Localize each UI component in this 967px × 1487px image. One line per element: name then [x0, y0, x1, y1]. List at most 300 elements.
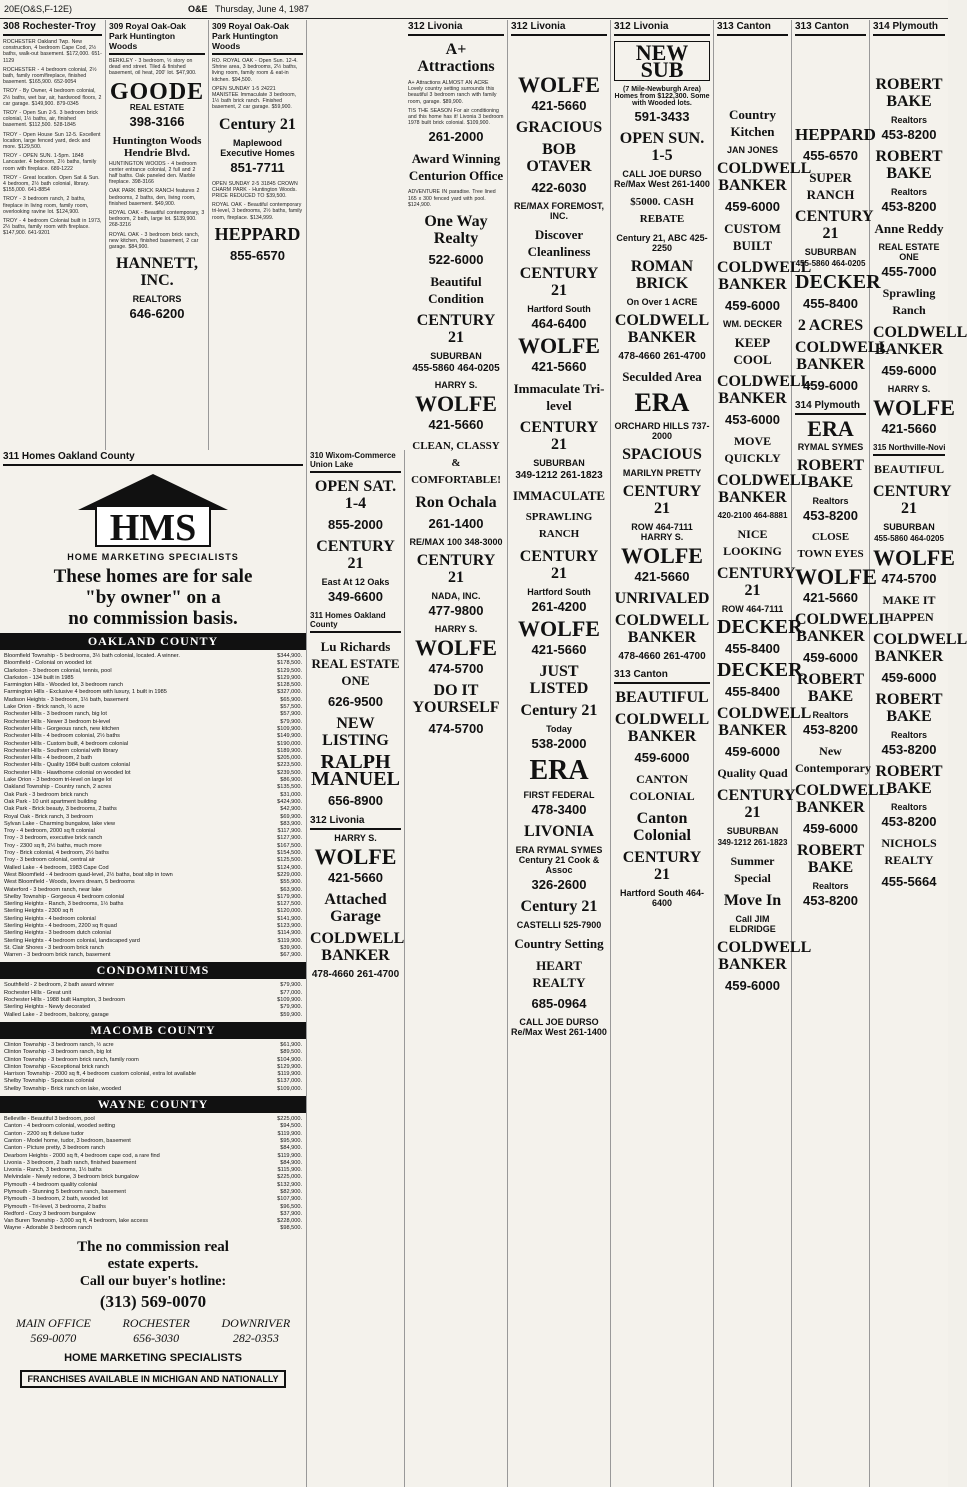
- goode-sub: REAL ESTATE: [129, 102, 185, 112]
- robert-bake-phone: 453-8200: [881, 199, 937, 214]
- heppard-phone: 455-6570: [803, 148, 858, 163]
- hms-headline: [0, 566, 306, 629]
- listing-row: [0, 1064, 306, 1071]
- robert-bake-sub: Realtors: [812, 710, 849, 720]
- office-phone: 282-0353: [232, 1330, 279, 1345]
- coldwell-banker-logo: COLDWELL BANKER: [717, 939, 812, 973]
- issue-date: Thursday, June 4, 1987: [215, 4, 309, 14]
- era-sub: RYMAL SYMES: [797, 442, 864, 452]
- new-sub-heading: NEW SUB: [614, 41, 710, 81]
- ad: TROY - 3 bedroom ranch, 2 baths, fireplace in living room, family room, overlooking ravine lot. $124,900.: [3, 196, 89, 215]
- listing-row: [0, 1153, 306, 1160]
- listing-price: $424,900.: [277, 798, 302, 805]
- listing-row: [0, 990, 306, 997]
- immaculate-trilevel-heading: Immaculate Tri-level: [513, 381, 605, 413]
- listing-row: [0, 1086, 306, 1093]
- listing-price: $129,500.: [277, 667, 302, 674]
- ad: ROYAL OAK - Beautiful contemporary tri-level, 3 bedrooms, 2½ baths, family room, fireplace. $134,999.: [212, 202, 303, 221]
- new-listing-heading: NEW LISTING: [322, 715, 389, 749]
- listing-row: [0, 1167, 306, 1174]
- country-kitchen-heading: Country Kitchen: [729, 107, 776, 139]
- coldwell-banker-phone: 478-4660 261-4700: [618, 651, 706, 662]
- listing-text: Clarkston - 134 built in 1985: [4, 674, 74, 681]
- era-logo: ERA: [634, 388, 690, 417]
- column-royal-oak: [106, 20, 209, 450]
- listing-price: $179,900.: [277, 893, 302, 900]
- listing-text: Harrison Township - 2000 sq ft, 4 bedroom custom colonial, extra lot available: [4, 1071, 197, 1078]
- custom-built-heading: CUSTOM BUILT: [724, 221, 781, 253]
- coldwell-banker-phone: 420-2100 464-8881: [717, 511, 788, 520]
- section-heading: 312 Livonia: [408, 20, 504, 36]
- section-heading: 315 Northville-Novi: [873, 442, 945, 456]
- coldwell-banker-phone: 459-6000: [803, 821, 858, 836]
- listing-row: [0, 660, 306, 667]
- listing-price: $129,900.: [277, 674, 302, 681]
- listing-text: Livonia - 3 bedroom, 2 bath ranch, finished basement: [4, 1159, 137, 1166]
- wolfe-logo: WOLFE: [873, 395, 955, 420]
- listing-price: $77,000.: [280, 989, 302, 996]
- listing-row: [0, 952, 306, 959]
- page-number: 20E(O&S,F-12E): [4, 4, 73, 14]
- listing-row: [0, 741, 306, 748]
- listing-text: Van Buren Township - 3,000 sq ft, 4 bedroom, lake access: [4, 1218, 149, 1225]
- listing-price: $190,000.: [277, 740, 302, 747]
- listing-price: $61,900.: [280, 1041, 302, 1048]
- call-jim-eldridge: Call JIM ELDRIDGE: [729, 914, 776, 934]
- ad: ROCHESTER - 4 bedroom colonial, 2½ bath, family room/fireplace, finished basement. $165,900. 652-9054: [3, 66, 97, 86]
- coldwell-banker-phone: 459-6000: [881, 670, 937, 685]
- headline-line-2: "by owner" on a: [85, 587, 221, 608]
- listing-row: [0, 1078, 306, 1085]
- listing-price: $127,500.: [277, 901, 302, 908]
- robert-bake-phone: 453-8200: [803, 508, 858, 523]
- summer-special-heading: Summer Special: [730, 854, 775, 885]
- ad: ADVENTURE IN paradise. Tree lined 165 x 300 fenced yard with pool. $124,900.: [408, 189, 496, 208]
- listing-row: [0, 748, 306, 755]
- century21-sub: Hartford South: [527, 304, 591, 314]
- section-heading: 314 Plymouth: [873, 20, 945, 36]
- bob-otaver-name: BOB OTAVER: [526, 141, 592, 175]
- robert-bake-sub: Realtors: [812, 496, 849, 506]
- century21-hartford-sub: Hartford South: [527, 587, 591, 597]
- canton-colonial-upper: CANTON COLONIAL: [629, 772, 695, 803]
- listing-row: [0, 821, 306, 828]
- ad: TROY - 4 bedroom Colonial built in 1973, 2½ baths, family room with fireplace. $147,900. 641-9201: [3, 218, 102, 237]
- listing-price: $83,900.: [280, 820, 302, 827]
- century21-cook: Century 21 Cook & Assoc: [518, 855, 600, 875]
- open-sun-heading: OPEN SUN. 1-5: [619, 130, 705, 164]
- wayne-listings: [0, 1116, 306, 1233]
- century21-sub: SUBURBAN: [883, 522, 935, 532]
- century21-hartford-sub: Hartford South 464-6400: [619, 888, 704, 908]
- listing-price: $94,500.: [280, 1123, 302, 1130]
- hannett-phone: 646-6200: [129, 306, 185, 322]
- century21-today-logo: Century 21: [520, 702, 598, 719]
- joe-durso-line: CALL JOE DURSO Re/Max West 261-1400: [511, 1017, 607, 1037]
- wolfe-logo: WOLFE: [795, 564, 877, 589]
- century21-hartford-logo: CENTURY 21: [519, 548, 599, 582]
- listing-text: Canton - 2200 sq ft deluxe tudor: [4, 1130, 84, 1137]
- listing-text: Plymouth - Tri-level, 3 bedrooms, 2 baths: [4, 1203, 106, 1210]
- super-ranch-heading: SUPER RANCH: [806, 170, 855, 202]
- wolfe-logo: WOLFE: [415, 391, 497, 417]
- century21-east-sub: East At 12 Oaks: [321, 577, 390, 587]
- robert-bake-phone: 453-8200: [881, 814, 937, 829]
- listing-text: Southfield - 2 bedroom, 2 bath award winner: [4, 982, 115, 989]
- ad: RO. ROYAL OAK - Open Sun. 12-4. Shrine area, 3 bedrooms, 2½ baths, living room, family room & eat-in kitchen. $94,500.: [212, 58, 298, 83]
- listing-row: [0, 1182, 306, 1189]
- listing-text: West Bloomfield - 4 bedroom quad-level, 2½ baths, boat slip in town: [4, 871, 173, 878]
- country-setting-heading: Country Setting: [514, 936, 604, 951]
- listing-text: Rochester Hills - 3 bedroom ranch, big lot: [4, 711, 107, 718]
- discover-heading: Discover Cleanliness: [527, 227, 591, 259]
- era-logo: ERA: [807, 416, 854, 441]
- harry-s-label: HARRY S.: [434, 624, 478, 635]
- office-rochester: [122, 1316, 189, 1346]
- listing-text: Plymouth - Stunning 5 bedroom ranch, basement: [4, 1189, 126, 1195]
- remax-line: RE/MAX 100 348-3000: [409, 537, 503, 548]
- listing-row: [0, 1189, 306, 1196]
- century21-nada-logo: CENTURY 21: [416, 552, 496, 587]
- ad: BERKLEY - 3 bedroom, ½ story on dead end street. Tiled & finished basement, oil heat, 200' lot. $47,900.: [109, 58, 197, 77]
- section-heading: 309 Royal Oak-Oak Park Huntington Woods: [109, 20, 205, 55]
- listing-text: Shelby Township - Brick ranch on lake, wooded: [4, 1085, 122, 1092]
- wolfe-phone: 421-5660: [634, 569, 690, 584]
- listing-row: [0, 799, 306, 806]
- ad: HUNTINGTON WOODS - 4 bedroom center entrance colonial, 2 full and 2 half baths. Oak paneled den. Marble fireplace. 398-3166: [109, 160, 197, 186]
- listing-price: $65,900.: [280, 696, 302, 703]
- century21-suburban-logo: CENTURY 21: [519, 419, 599, 453]
- roman-brick-sub: On Over 1 ACRE: [626, 297, 698, 307]
- robert-bake-logo: ROBERT BAKE: [875, 763, 943, 797]
- heppard-logo: HEPPARD: [795, 125, 876, 144]
- headline-line-3: no commission basis.: [68, 608, 238, 629]
- listing-price: $344,900.: [277, 653, 302, 659]
- robert-bake-logo: ROBERT BAKE: [875, 691, 943, 725]
- century21-today-phone: 538-2000: [531, 736, 587, 751]
- listing-text: Dearborn Heights - 2000 sq ft, 4 bedroom cape cod, a rare find: [4, 1152, 160, 1159]
- ad: TROY - OPEN SUN. 1-5pm. 1848 Lancaster. 4 bedroom, 2½ baths, family room with fireplace. 689-1222: [3, 153, 97, 172]
- macomb-listings: [0, 1042, 306, 1093]
- listing-price: $132,900.: [277, 1181, 302, 1188]
- century21-hartford-logo: CENTURY 21: [622, 849, 702, 883]
- listing-price: $42,900.: [280, 806, 302, 813]
- listing-price: $89,500.: [280, 1049, 302, 1056]
- decker-phone: 455-8400: [725, 641, 780, 656]
- listing-text: Farmington Hills - Wooded lot, 3 bedroom ranch: [4, 682, 123, 689]
- coldwell-banker-logo: COLDWELL BANKER: [795, 339, 890, 373]
- robert-bake-logo: ROBERT BAKE: [796, 671, 864, 705]
- listing-text: Sylvan Lake - Charming bungalow, lake view: [4, 820, 116, 827]
- coldwell-banker-logo: COLDWELL BANKER: [717, 160, 812, 194]
- column-livonia-3: [611, 20, 714, 1487]
- listing-text: Clinton Township - Exceptional brick ranch: [4, 1063, 109, 1070]
- hms-footer: HOME MARKETING SPECIALISTS: [64, 1351, 242, 1364]
- listing-text: Bloomfield Township - 5 bedrooms, 3½ bath colonial, located. A winner.: [4, 653, 180, 659]
- ad: ROYAL OAK - 3 bedroom brick ranch, new kitchen, finished basement, 2 car garage. $84,900.: [109, 231, 200, 251]
- two-acres-heading: 2 ACRES: [797, 317, 864, 334]
- listing-text: Plymouth - 4 bedroom quality colonial: [4, 1181, 98, 1188]
- listing-row: [0, 1138, 306, 1145]
- oakland-listings: [0, 653, 306, 959]
- section-heading: 313 Canton: [614, 668, 710, 684]
- listing-price: $109,000.: [277, 1085, 302, 1092]
- listing-row: [0, 938, 306, 945]
- column-wixom: [307, 450, 405, 1487]
- listing-row: [0, 930, 306, 937]
- ad: TROY - Open Sun 2-5. 3 bedroom brick colonial, 1½ baths, air, finished basement. $112,500. 528-1845: [3, 110, 98, 129]
- coldwell-banker-phone: 459-6000: [634, 750, 690, 765]
- office-phone: 656-3030: [133, 1330, 180, 1345]
- listing-row: [0, 1225, 306, 1232]
- era-orchard-hills: ORCHARD HILLS 737-2000: [614, 421, 710, 441]
- house-icon: [68, 470, 238, 548]
- listing-text: Waterford - 3 bedroom ranch, near lake: [4, 886, 102, 893]
- listing-price: $129,900.: [277, 1063, 302, 1070]
- listing-row: [0, 865, 306, 872]
- listing-price: $141,900.: [277, 915, 302, 922]
- listing-row: [0, 894, 306, 901]
- wolfe-phone: 421-5660: [328, 870, 383, 885]
- ad: OPEN SUNDAY 2-5 31845 CROWN CHARM PARK - Huntington Woods. PRICE REDUCED TO $39,500.: [212, 180, 298, 200]
- just-listed-heading: JUST LISTED: [529, 663, 589, 697]
- listing-price: $127,900.: [277, 835, 302, 842]
- wolfe-phone: 474-5700: [881, 571, 937, 586]
- promo-line-1: The no commission real: [77, 1238, 229, 1255]
- listing-price: $69,900.: [280, 813, 302, 820]
- section-heading: 308 Rochester-Troy: [3, 20, 102, 36]
- harry-s-label: HARRY S.: [434, 380, 478, 391]
- century21-suburban-sub: SUBURBAN: [533, 458, 585, 468]
- listing-price: $109,900.: [277, 725, 302, 732]
- listing-row: [0, 719, 306, 726]
- one-way-logo: One Way Realty: [424, 213, 488, 248]
- coldwell-banker-logo: COLDWELL BANKER: [795, 782, 890, 816]
- listing-row: [0, 784, 306, 791]
- century21-phone: 851-7711: [230, 159, 285, 175]
- listing-row: [0, 887, 306, 894]
- oakland-county-banner: OAKLAND COUNTY: [0, 633, 306, 650]
- wolfe-logo: WOLFE: [621, 543, 703, 568]
- beautiful-condition-heading: Beautiful Condition: [428, 274, 484, 307]
- wolfe-logo: WOLFE: [314, 844, 397, 869]
- listing-row: [0, 806, 306, 813]
- listing-row: [0, 923, 306, 930]
- listing-row: [0, 843, 306, 850]
- listing-text: Madison Heights - 3 bedroom, 1½ bath, basement: [4, 696, 129, 703]
- listing-row: [0, 1012, 306, 1019]
- listing-row: [0, 682, 306, 689]
- listing-row: [0, 850, 306, 857]
- wolfe-phone: 421-5660: [531, 642, 587, 657]
- robert-bake-logo: ROBERT BAKE: [796, 842, 864, 876]
- listing-row: [0, 1049, 306, 1056]
- column-royal-oak-2: [209, 20, 307, 450]
- coldwell-banker-phone: 459-6000: [725, 199, 780, 214]
- listing-row: [0, 1116, 306, 1123]
- listing-text: Clarkston - 3 bedroom colonial, tennis, pool: [4, 667, 112, 674]
- listing-price: $225,000.: [277, 1174, 302, 1181]
- robert-bake-sub: Realtors: [890, 730, 927, 740]
- remax-foremost: RE/MAX FOREMOST, INC.: [513, 201, 604, 221]
- listing-text: Lake Orion - 3 bedroom tri-level on large lot: [4, 777, 112, 784]
- marilyn-pretty: MARILYN PRETTY: [622, 468, 702, 478]
- listing-row: [0, 1218, 306, 1225]
- listing-row: [0, 901, 306, 908]
- listing-price: $119,900.: [277, 937, 302, 944]
- immaculate-heading: IMMACULATE: [512, 488, 606, 503]
- robert-bake-phone: 453-8200: [881, 127, 937, 142]
- century21-sub: Maplewood Executive Homes: [220, 137, 295, 158]
- hannett-logo: HANNETT, INC.: [116, 255, 198, 290]
- column-canton: [714, 20, 812, 1487]
- century21-phone: 455-5860 464-0205: [874, 534, 944, 543]
- coldwell-banker-logo: COLDWELL BANKER: [614, 711, 710, 745]
- heart-realty-phone: 685-0964: [531, 996, 587, 1011]
- hannett-sub: REALTORS: [132, 294, 182, 305]
- listing-row: [0, 1071, 306, 1078]
- listing-row: [0, 857, 306, 864]
- century21-logo: CENTURY 21: [717, 565, 796, 599]
- ad: ROYAL OAK - Beautiful contemporary, 3 bedroom, 2 bath, large lot. $139,900. 268-3216: [109, 210, 205, 229]
- listing-price: $178,500.: [277, 660, 302, 667]
- listing-price: $115,900.: [277, 1167, 302, 1174]
- anne-reddy-sub: REAL ESTATE ONE: [878, 242, 940, 262]
- robert-bake-phone: 453-8200: [803, 722, 858, 737]
- heppard-logo: HEPPARD: [214, 223, 301, 244]
- keep-cool-heading: KEEP COOL: [733, 335, 772, 367]
- coldwell-banker-phone: 459-6000: [803, 650, 858, 665]
- ron-ochala-name: Ron Ochala: [415, 494, 497, 512]
- listing-text: Rochester Hills - Hawthorne colonial on wooded lot: [4, 769, 131, 776]
- listing-text: Rochester Hills - Quality 1984 built custom colonial: [4, 762, 130, 769]
- century21-sub: ROW 464-7111: [721, 604, 784, 614]
- section-heading: 311 Homes Oakland County: [3, 450, 303, 466]
- listing-text: Warren - 3 bedroom brick ranch, basement: [4, 952, 111, 959]
- listing-text: Canton - 4 bedroom colonial, wooded setting: [4, 1123, 116, 1130]
- sprawling-ranch-heading: Sprawling Ranch: [882, 286, 936, 317]
- wolfe-logo: WOLFE: [518, 333, 600, 358]
- column-livonia-1: [405, 20, 508, 1487]
- listing-row: [0, 770, 306, 777]
- coldwell-banker-phone: 459-6000: [725, 298, 780, 313]
- robert-bake-sub: Realtors: [890, 802, 927, 812]
- listing-row: [0, 792, 306, 799]
- heart-realty-logo: HEART REALTY: [532, 958, 586, 990]
- listing-text: Wayne - Adorable 3 bedroom ranch: [4, 1225, 93, 1232]
- section-heading: 313 Canton: [795, 20, 866, 36]
- column-canton-2: [792, 20, 890, 1487]
- lu-richards-phone: 626-9500: [328, 694, 383, 709]
- cash-rebate-heading: $5000. CASH REBATE: [630, 196, 694, 225]
- coldwell-banker-logo: COLDWELL BANKER: [717, 259, 812, 293]
- listing-row: [0, 704, 306, 711]
- listing-price: $225,000.: [277, 1116, 302, 1123]
- listing-price: $59,900.: [280, 1011, 302, 1018]
- listing-price: $67,900.: [280, 952, 302, 959]
- era-livonia: LIVONIA: [524, 823, 594, 840]
- harry-s-label: HARRY S.: [640, 532, 684, 542]
- listing-row: [0, 755, 306, 762]
- decker-logo: DECKER: [717, 616, 803, 638]
- listing-price: $135,500.: [277, 784, 302, 791]
- column-rochester-troy: [0, 20, 106, 450]
- office-name: DOWNRIVER: [221, 1315, 291, 1330]
- listing-row: [0, 997, 306, 1004]
- listing-price: $124,900.: [277, 864, 302, 871]
- listing-text: Rochester Hills - 1988 built Hampton, 3 bedroom: [4, 997, 125, 1004]
- wolfe-logo: WOLFE: [415, 635, 497, 661]
- listing-price: $154,500.: [277, 850, 302, 857]
- listing-text: Redford - Cozy 3 bedroom bungalow: [4, 1210, 96, 1217]
- listing-text: Sterling Heights - 2300 sq ft: [4, 908, 74, 915]
- robert-bake-phone: 453-8200: [803, 893, 858, 908]
- decker-phone: 455-8400: [725, 684, 780, 699]
- listing-text: Clinton Township - 3 bedroom brick ranch, family room: [4, 1056, 139, 1063]
- office-main: [16, 1316, 91, 1346]
- condo-listings: [0, 982, 306, 1018]
- listing-price: $119,900.: [277, 1130, 302, 1137]
- listing-price: $125,500.: [277, 857, 302, 864]
- listing-price: $123,900.: [277, 922, 302, 929]
- century21-east-logo: CENTURY 21: [316, 538, 395, 572]
- listing-text: Sterling Heights - 4 bedroom colonial: [4, 915, 96, 922]
- anne-reddy-name: Anne Reddy: [874, 221, 944, 236]
- harry-s-label: HARRY S.: [887, 384, 931, 394]
- coldwell-banker-logo: COLDWELL BANKER: [795, 611, 890, 645]
- robert-bake-phone: 453-8200: [881, 742, 937, 757]
- section-heading: 311 Homes Oakland County: [310, 610, 401, 633]
- listing-row: [0, 1160, 306, 1167]
- ad: TROY - By Owner, 4 bedroom colonial, 2½ baths, wet bar, air, hardwood floors, 2 car garage. $149,900. 879-0345: [3, 88, 102, 107]
- hotline-label: Call our buyer's hotline:: [79, 1273, 227, 1289]
- spacious-heading: SPACIOUS: [622, 446, 702, 463]
- listing-price: $107,900.: [277, 1196, 302, 1203]
- condominiums-banner: CONDOMINIUMS: [0, 962, 306, 979]
- listing-row: [0, 1131, 306, 1138]
- listing-price: $114,900.: [277, 930, 302, 937]
- listing-text: Rochester Hills - Newer 3 bedroom bi-level: [4, 718, 111, 725]
- nichols-realty-phone: 455-5664: [881, 874, 937, 889]
- goode-logo: GOODE: [109, 78, 205, 105]
- nice-looking-heading: NICE LOOKING: [723, 527, 782, 558]
- listing-text: Rochester Hills - Great unit: [4, 989, 72, 996]
- listing-text: Rochester Hills - Gorgeous ranch, new kitchen: [4, 725, 120, 732]
- listing-text: Troy - 4 bedroom, 2000 sq ft colonial: [4, 828, 95, 835]
- listing-price: $86,900.: [280, 777, 302, 784]
- hotline-number: (313) 569-0070: [99, 1291, 207, 1311]
- century21-cook-phone: 326-2600: [531, 877, 587, 892]
- listing-price: $119,900.: [277, 1152, 302, 1159]
- listing-row: [0, 872, 306, 879]
- listing-price: $82,900.: [280, 1189, 302, 1195]
- century21-sub: SUBURBAN: [804, 247, 857, 257]
- century21-logo: CENTURY 21: [873, 483, 952, 517]
- ad: TROY - Open House Sun 12-5. Excellent location, large fenced yard, deck and more. $129,500.: [3, 131, 101, 151]
- century21-suburban-phone: 349-1212 261-1823: [717, 838, 788, 847]
- hms-logo: [0, 470, 306, 548]
- listing-row: [0, 1042, 306, 1049]
- franchise-box: FRANCHISES AVAILABLE IN MICHIGAN AND NATIONALLY: [20, 1370, 286, 1388]
- listing-row: [0, 814, 306, 821]
- harry-s-label: HARRY S.: [334, 833, 377, 843]
- listing-text: Farmington Hills - Exclusive 4 bedroom with luxury, 1 built in 1985: [4, 689, 167, 696]
- listing-row: [0, 908, 306, 915]
- century21-nada-sub: NADA, INC.: [431, 591, 481, 602]
- section-name: O&E: [188, 4, 208, 14]
- century21-phone: 455-5860 464-0205: [795, 259, 866, 268]
- listing-text: West Bloomfield - Woods, lovers dream, 5 bedrooms: [4, 879, 135, 886]
